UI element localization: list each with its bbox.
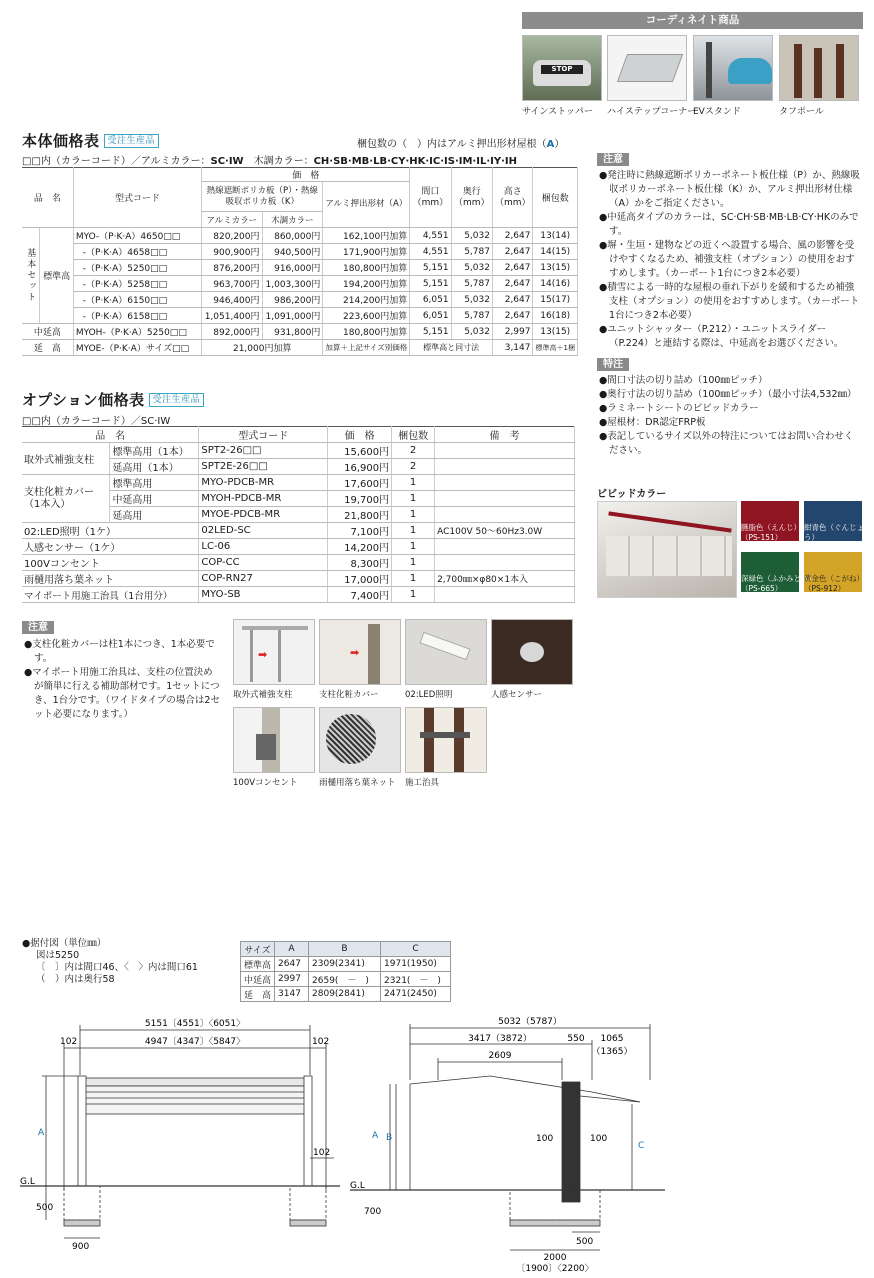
main-title: 本体価格表 受注生産品 <box>22 130 159 151</box>
photo-caption-4: 人感センサー <box>491 690 543 700</box>
front-a: A <box>38 1128 45 1138</box>
front-gl: G.L <box>20 1177 35 1187</box>
header-wood: 木調カラー <box>262 212 323 228</box>
photo-caption-5: 100Vコンセント <box>233 778 298 788</box>
option-color-line: □□内（カラーコード）／SC·IW <box>22 416 171 427</box>
tough-pole-photo <box>779 35 859 101</box>
header-height: 高さ（mm） <box>492 168 533 228</box>
coordinate-caption-1: サインストッパー <box>522 107 593 117</box>
header-item: 品 名 <box>22 168 73 228</box>
swatch-red-label: 臙脂色（えんじ） （PS-151） <box>741 523 801 542</box>
table-row: 中延高 2997 2659( － ) 2321( － ) <box>241 972 451 987</box>
front-side102: 102 <box>313 1148 331 1158</box>
option-price-table: 品 名 型式コード 価 格 梱包数 備 考 取外式補強支柱 標準高用（1本） SPT2-26□□ 15,600円 2 延高用（1本） SPT2E-26□□ 16,900円 2 支柱化粧カバー（1本入） 標準高用 MYO-PDCB-MR 17,600円 1 中延高用 MYOH-PDCB-MR 19,700円 1 延高用 MYOE-PDCB-MR 21,800円 1 02:LED照明（1ケ） 02LED-SC 7,100円 1 AC100V 50〜60Hz3.0W 人感センサー（1ケ） LC-06 14,200円 1 100Vコンセント COP-CC 8,300円 1 雨樋用落ち葉ネット COP-RN27 17,000円 1 2,700㎜×φ80×1本入 マイポート用施工治具（1台用分） MYO-SB 7,400円 1 <box>22 426 575 603</box>
list-item: ●支柱化粧カバーは柱1本につき、1本必要です。 <box>24 639 215 664</box>
list-item: ●屋根材：DR認定FRP板 <box>599 417 706 428</box>
side-base-w: 2000 <box>543 1253 567 1263</box>
group-basic: 基本セット <box>22 228 40 324</box>
led-light-photo <box>405 619 487 685</box>
table-row: 02:LED照明（1ケ） 02LED-SC 7,100円 1 AC100V 50〜60Hz3.0W <box>22 523 575 539</box>
special-header: 特注 <box>597 358 629 371</box>
table-row: 標準高 2647 2309(2341) 1971(1950) <box>241 957 451 972</box>
photo-caption-1: 取外式補強支柱 <box>233 690 293 700</box>
front-elevation-drawing <box>20 1000 350 1270</box>
list-item: ●奥行寸法の切り詰め（100㎜ピッチ）（最小寸法4,532㎜） <box>599 389 857 400</box>
group-ext: 延 高 <box>22 340 73 356</box>
table-row: 100Vコンセント COP-CC 8,300円 1 <box>22 555 575 571</box>
header-alu: アルミカラー <box>202 212 262 228</box>
arrow-right-icon: ➡ <box>258 648 268 661</box>
motion-sensor-photo <box>491 619 573 685</box>
leaf-net-photo <box>319 707 401 773</box>
table-row: 延 高 MYOE-（P·K·A）サイズ□□ 21,000円加算 加算＋上記サイズ別価格 標準高と同寸法 3,147 標準高＋1梱 <box>22 340 578 356</box>
list-item: ●発注時に熱線遮断ポリカーボネート板仕様（P）か、熱線吸収ポリカーボネート板仕様（K）か、アルミ押出形材仕様（A）かをご指定ください。 <box>599 170 860 209</box>
table-row: 基本セット 標準高 MYO-（P·K·A）4650□□ 820,200円 860,000円 162,100円加算 4,551 5,032 2,647 13(14) <box>22 228 578 244</box>
header-code: 型式コード <box>73 168 201 228</box>
side-gl: G.L <box>350 1181 365 1191</box>
coordinate-caption-2: ハイステップコーナー <box>607 107 697 117</box>
table-row: -（P·K·A）6158□□ 1,051,400円 1,091,000円 223,600円加算 6,051 5,787 2,647 16(18) <box>22 308 578 324</box>
option-title: オプション価格表 受注生産品 <box>22 389 204 410</box>
header-poly: 熱線遮断ポリカ板（P）・熱線吸収ポリカ板（K） <box>202 182 323 212</box>
side-b: B <box>386 1133 393 1143</box>
side-d4: 2609 <box>488 1051 512 1061</box>
group-mid: 中延高 <box>22 324 73 340</box>
table-row: 雨樋用落ち葉ネット COP-RN27 17,000円 1 2,700㎜×φ80×1本入 <box>22 571 575 587</box>
caution-header: 注意 <box>597 153 629 166</box>
outlet-photo <box>233 707 315 773</box>
front-found: 500 <box>36 1203 54 1213</box>
option-badge: 受注生産品 <box>149 393 205 407</box>
main-badge: 受注生産品 <box>104 134 160 148</box>
side-base-w2: 〔1900〕〈2200〉 <box>516 1264 594 1274</box>
swatch-blue-label: 紺青色（ぐんじょう） （PS-668） <box>804 523 864 552</box>
table-row: 延高用 MYOE-PDCB-MR 21,800円 1 <box>22 507 575 523</box>
side-d1: 3417（3872） <box>468 1034 532 1044</box>
side-post1: 100 <box>536 1134 554 1144</box>
front-inner: 4947〔4347〕〈5847〉 <box>144 1037 246 1047</box>
table-row: 中延高 MYOH-（P·K·A）5250□□ 892,000円 931,800円 180,800円加算 5,151 5,032 2,997 13(15) <box>22 324 578 340</box>
table-row: -（P·K·A）4658□□ 900,900円 940,500円 171,900円加算 4,551 5,787 2,647 14(15) <box>22 244 578 260</box>
jig-photo <box>405 707 487 773</box>
special-list <box>597 374 861 458</box>
coordinate-caption-3: EVスタンド <box>693 107 741 117</box>
coordinate-header: コーディネイト商品 <box>522 12 863 29</box>
packing-note: 梱包数の（ ）内はアルミ押出形材屋根（A） <box>357 139 565 150</box>
side-c: C <box>638 1141 645 1151</box>
side-a: A <box>372 1131 379 1141</box>
side-d3b: （1365） <box>591 1047 633 1057</box>
table-row: -（P·K·A）5258□□ 963,700円 1,003,300円 194,200円加算 5,151 5,787 2,647 14(16) <box>22 276 578 292</box>
caution-list <box>597 169 861 351</box>
front-base: 900 <box>72 1242 90 1252</box>
front-right: 102 <box>312 1037 330 1047</box>
list-item: ●間口寸法の切り詰め（100㎜ピッチ） <box>599 375 768 386</box>
photo-caption-6: 雨樋用落ち葉ネット <box>319 778 396 788</box>
size-table: サイズ A B C 標準高 2647 2309(2341) 1971(1950) 中延高 2997 2659( － ) 2321( － ) 延 高 3147 2809(2841) 2471(2450) <box>240 941 451 1002</box>
option-caution-header: 注意 <box>22 621 54 634</box>
group-standard: 標準高 <box>40 228 73 324</box>
reinforce-post-photo <box>233 619 315 685</box>
list-item: ●積雪による一時的な屋根の垂れ下がりを緩和するため補強支柱（オプション）の使用をおすすめします。（カーポート1台につき2本必要） <box>599 282 860 321</box>
vivid-sample-photo <box>597 501 737 598</box>
table-row: 中延高用 MYOH-PDCB-MR 19,700円 1 <box>22 491 575 507</box>
header-price: 価 格 <box>202 168 410 182</box>
ev-stand-photo <box>693 35 773 101</box>
header-width: 間口（mm） <box>410 168 451 228</box>
side-post2: 100 <box>590 1134 608 1144</box>
vivid-title: ビビッドカラー <box>597 489 667 500</box>
table-row: 取外式補強支柱 標準高用（1本） SPT2-26□□ 15,600円 2 <box>22 443 575 459</box>
photo-caption-2: 支柱化粧カバー <box>319 690 379 700</box>
main-price-table <box>22 167 578 356</box>
high-step-corner-photo <box>607 35 687 101</box>
header-depth: 奥行（mm） <box>451 168 492 228</box>
front-overall: 5151〔4551〕〈6051〉 <box>144 1019 246 1029</box>
table-row: マイポート用施工治具（1台用分） MYO-SB 7,400円 1 <box>22 587 575 603</box>
swatch-gold-label: 黄金色（こがね） （PS-912） <box>804 574 864 593</box>
post-cover-photo <box>319 619 401 685</box>
side-d3: 1065 <box>600 1034 624 1044</box>
photo-caption-3: 02:LED照明 <box>405 690 453 700</box>
swatch-green-label: 深緑色（ふかみどり） （PS-665） <box>741 574 816 593</box>
header-aluroof: アルミ押出形材（A） <box>323 182 410 228</box>
photo-caption-7: 施工治具 <box>405 778 440 788</box>
table-row: 延 高 3147 2809(2841) 2471(2450) <box>241 987 451 1002</box>
list-item: ●塀・生垣・建物などの近くへ設置する場合、風の影響を受けやすくなるため、補強支柱（オプション）の使用をおすすめします。（カーポート1台につき2本必要） <box>599 240 855 279</box>
side-elevation-drawing <box>350 1000 670 1275</box>
side-found: 700 <box>364 1207 382 1217</box>
list-item: ●ユニットシャッター（P.212）・ユニットスライダー（P.224）と連結する際は、中延高をお選びください。 <box>599 324 844 349</box>
table-row: -（P·K·A）5250□□ 876,200円 916,000円 180,800円加算 5,151 5,032 2,647 13(15) <box>22 260 578 276</box>
front-left: 102 <box>60 1037 78 1047</box>
side-base: 500 <box>576 1237 594 1247</box>
stop-label: STOP <box>541 65 583 74</box>
arrow-right-icon: ➡ <box>350 646 360 659</box>
list-item: ●表記しているサイズ以外の特注についてはお問い合わせください。 <box>599 431 854 456</box>
table-row: 人感センサー（1ケ） LC-06 14,200円 1 <box>22 539 575 555</box>
list-item: ●中延高タイプのカラーは、SC·CH·SB·MB·LB·CY·HKのみです。 <box>599 212 859 237</box>
coordinate-caption-4: タフポール <box>779 107 824 117</box>
side-overall: 5032（5787） <box>498 1017 562 1027</box>
main-color-line: □□内（カラーコード）／アルミカラー：SC·IW 木調カラー：CH·SB·MB·LB·CY·HK·IC·IS·IM·IL·IY·IH <box>22 156 517 167</box>
table-row: 支柱化粧カバー（1本入） 標準高用 MYO-PDCB-MR 17,600円 1 <box>22 475 575 491</box>
list-item: ●ラミネートシートのビビッドカラー <box>599 403 759 414</box>
side-d2: 550 <box>567 1034 585 1044</box>
option-caution-list <box>22 638 222 722</box>
table-row: -（P·K·A）6150□□ 946,400円 986,200円 214,200円加算 6,051 5,032 2,647 15(17) <box>22 292 578 308</box>
install-info: ●据付図（単位㎜） 図は5250 〔 〕内は間口46、〈 〉内は間口61 （ ）内は奥行58 <box>22 938 198 985</box>
list-item: ●マイポート用施工治具は、支柱の位置決めが簡単に行える補助部材です。1セットにつき、1台分です。（ワイドタイプの場合は2セット必要になります。） <box>24 667 220 720</box>
header-pack: 梱包数 <box>533 168 578 228</box>
sign-stopper-photo <box>522 35 602 101</box>
table-row: 延高用（1本） SPT2E-26□□ 16,900円 2 <box>22 459 575 475</box>
